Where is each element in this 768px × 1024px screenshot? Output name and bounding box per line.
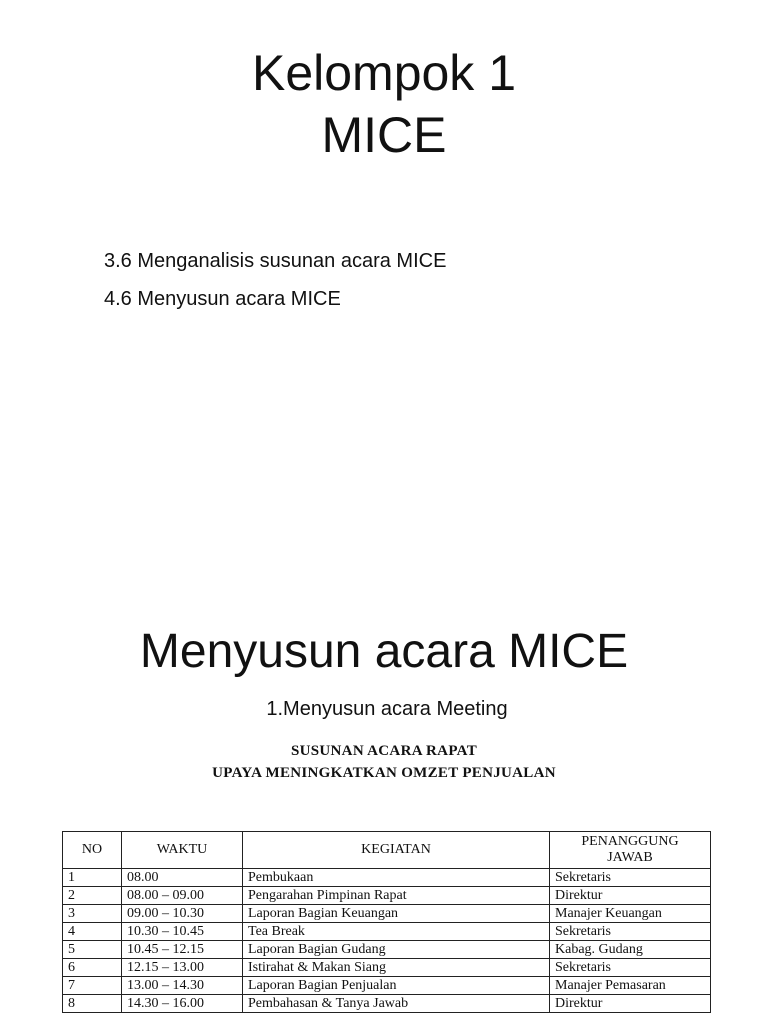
cell-kegiatan: Pembukaan <box>243 869 550 887</box>
table-row <box>63 869 711 887</box>
cell-penanggung-jawab: Sekretaris <box>550 869 711 887</box>
cell-waktu: 09.00 – 10.30 <box>122 905 243 923</box>
slide-2-title: Menyusun acara MICE <box>139 625 629 678</box>
cell-kegiatan: Laporan Bagian Penjualan <box>243 977 550 995</box>
cell-kegiatan: Laporan Bagian Keuangan <box>243 905 550 923</box>
table-row <box>63 995 711 1013</box>
title-line-2: MICE <box>321 107 447 163</box>
cell-no: 1 <box>63 869 122 887</box>
cell-waktu: 13.00 – 14.30 <box>122 977 243 995</box>
document-subtitle: UPAYA MENINGKATKAN OMZET PENJUALAN <box>212 765 556 781</box>
title-line-1: Kelompok 1 <box>251 45 517 101</box>
cell-kegiatan: Laporan Bagian Gudang <box>243 941 550 959</box>
cell-kegiatan: Pengarahan Pimpinan Rapat <box>243 887 550 905</box>
objective-item: 3.6 Menganalisis susunan acara MICE <box>104 250 447 272</box>
cell-penanggung-jawab: Direktur <box>550 995 711 1013</box>
objectives-list <box>104 242 446 318</box>
cell-no: 3 <box>63 905 122 923</box>
document-heading <box>0 740 768 784</box>
agenda-table-body <box>63 869 711 1013</box>
slide-2 <box>0 540 768 1024</box>
header-jawab: JAWAB <box>607 850 653 865</box>
cell-no: 2 <box>63 887 122 905</box>
cell-penanggung-jawab: Manajer Pemasaran <box>550 977 711 995</box>
header-penanggung-jawab <box>550 832 711 869</box>
table-header-row <box>63 832 711 869</box>
slide-2-subtitle: 1.Menyusun acara Meeting <box>266 698 508 720</box>
table-row <box>63 923 711 941</box>
cell-penanggung-jawab: Sekretaris <box>550 959 711 977</box>
header-penanggung: PENANGGUNG <box>581 834 679 849</box>
header-kegiatan: KEGIATAN <box>243 832 550 869</box>
cell-waktu: 14.30 – 16.00 <box>122 995 243 1013</box>
cell-penanggung-jawab: Manajer Keuangan <box>550 905 711 923</box>
cell-no: 6 <box>63 959 122 977</box>
cell-no: 8 <box>63 995 122 1013</box>
cell-no: 7 <box>63 977 122 995</box>
header-no: NO <box>63 832 122 869</box>
header-waktu: WAKTU <box>122 832 243 869</box>
cell-kegiatan: Tea Break <box>243 923 550 941</box>
table-row <box>63 887 711 905</box>
cell-waktu: 10.30 – 10.45 <box>122 923 243 941</box>
table-row <box>63 959 711 977</box>
table-row <box>63 905 711 923</box>
cell-waktu: 08.00 <box>122 869 243 887</box>
agenda-table <box>62 831 711 1013</box>
cell-penanggung-jawab: Direktur <box>550 887 711 905</box>
cell-kegiatan: Pembahasan & Tanya Jawab <box>243 995 550 1013</box>
cell-penanggung-jawab: Sekretaris <box>550 923 711 941</box>
cell-waktu: 12.15 – 13.00 <box>122 959 243 977</box>
objective-item: 4.6 Menyusun acara MICE <box>104 288 341 310</box>
cell-penanggung-jawab: Kabag. Gudang <box>550 941 711 959</box>
cell-no: 4 <box>63 923 122 941</box>
table-row <box>63 941 711 959</box>
cell-kegiatan: Istirahat & Makan Siang <box>243 959 550 977</box>
cell-waktu: 10.45 – 12.15 <box>122 941 243 959</box>
slide-1-title <box>0 42 768 166</box>
document-title: SUSUNAN ACARA RAPAT <box>291 743 477 759</box>
cell-waktu: 08.00 – 09.00 <box>122 887 243 905</box>
cell-no: 5 <box>63 941 122 959</box>
table-row <box>63 977 711 995</box>
